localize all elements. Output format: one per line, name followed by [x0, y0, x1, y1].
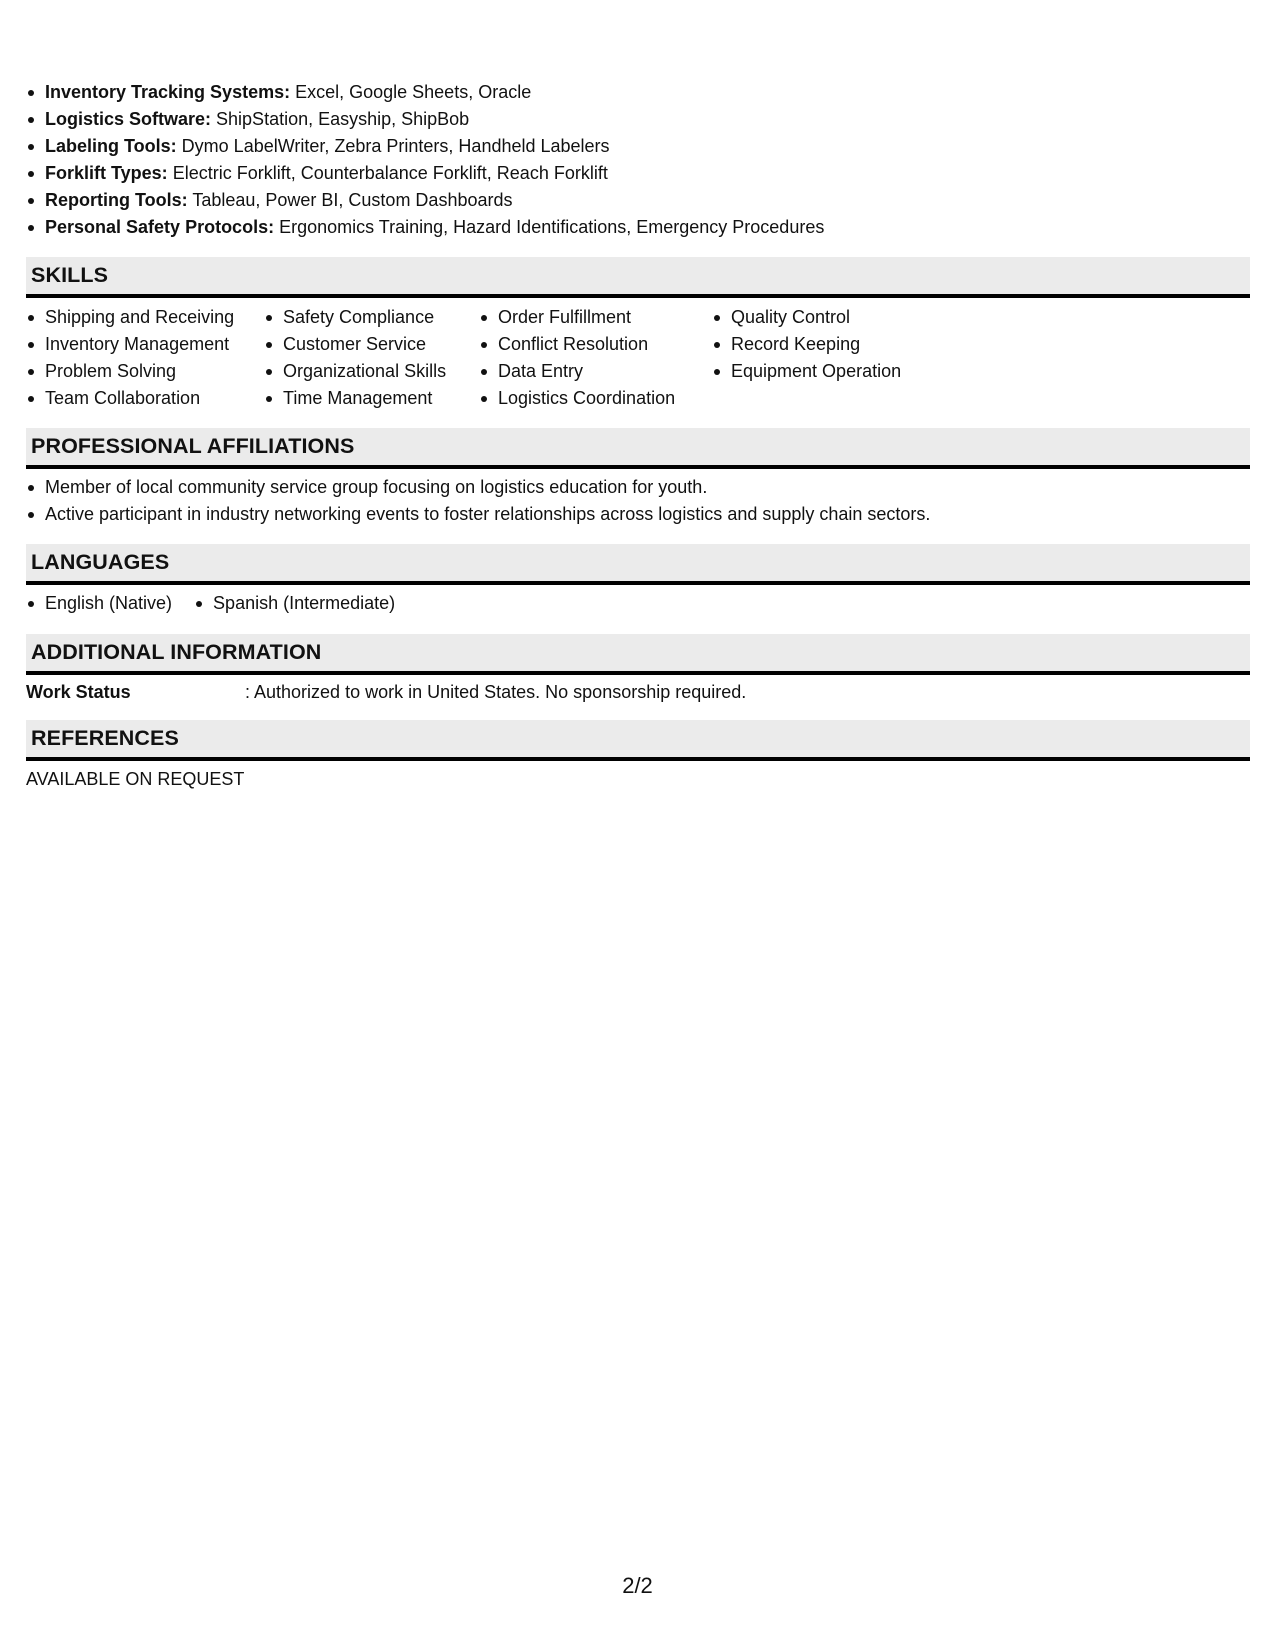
- additional-info-section-header: [26, 634, 1250, 675]
- affiliation-item: Member of local community service group focusing on logistics education for youth.: [26, 474, 930, 501]
- skill-item: Data Entry: [479, 358, 675, 385]
- skill-item: Organizational Skills: [264, 358, 446, 385]
- tools-item: [26, 79, 824, 106]
- tools-item-label: Inventory Tracking Systems:: [45, 82, 291, 102]
- references-text: AVAILABLE ON REQUEST: [26, 769, 245, 789]
- tools-item-label: Personal Safety Protocols:: [45, 217, 275, 237]
- tools-item-label: Logistics Software:: [45, 109, 212, 129]
- affiliations-section-header: [26, 428, 1250, 469]
- tools-item: [26, 187, 824, 214]
- tools-item-label: Forklift Types:: [45, 163, 168, 183]
- skills-section-header: [26, 257, 1250, 298]
- skill-item: Logistics Coordination: [479, 385, 675, 412]
- tools-item: [26, 160, 824, 187]
- skill-item: Safety Compliance: [264, 304, 446, 331]
- skill-item: Team Collaboration: [26, 385, 234, 412]
- skill-item: Customer Service: [264, 331, 446, 358]
- skills-heading: SKILLS: [31, 263, 109, 287]
- references-heading: REFERENCES: [31, 726, 179, 750]
- skill-item: Time Management: [264, 385, 446, 412]
- languages-heading: LANGUAGES: [31, 550, 170, 574]
- skill-item: Conflict Resolution: [479, 331, 675, 358]
- skills-column: [26, 304, 234, 412]
- tools-item: [26, 133, 824, 160]
- languages-section-header: [26, 544, 1250, 585]
- affiliations-heading: PROFESSIONAL AFFILIATIONS: [31, 434, 355, 458]
- tools-item: [26, 106, 824, 133]
- affiliations-list: [26, 474, 930, 528]
- tools-item-value: Dymo LabelWriter, Zebra Printers, Handheld Labelers: [176, 136, 610, 156]
- skill-item: Shipping and Receiving: [26, 304, 234, 331]
- tools-item-label: Labeling Tools:: [45, 136, 177, 156]
- page-number: 2/2: [622, 1573, 653, 1598]
- work-status-value: : Authorized to work in United States. No sponsorship required.: [245, 682, 747, 702]
- tools-item-label: Reporting Tools:: [45, 190, 188, 210]
- tools-item-value: Excel, Google Sheets, Oracle: [290, 82, 532, 102]
- tools-item-value: Ergonomics Training, Hazard Identifications, Emergency Procedures: [274, 217, 825, 237]
- tools-item: [26, 214, 824, 241]
- skill-item: Quality Control: [712, 304, 901, 331]
- language-item: English (Native): [26, 590, 172, 617]
- work-status-label: Work Status: [26, 682, 131, 702]
- tools-list: [26, 79, 824, 241]
- skill-item: Problem Solving: [26, 358, 234, 385]
- references-section-header: [26, 720, 1250, 761]
- tools-item-value: ShipStation, Easyship, ShipBob: [211, 109, 470, 129]
- language-item: Spanish (Intermediate): [194, 590, 395, 617]
- skills-column: [479, 304, 675, 412]
- affiliation-item: Active participant in industry networking events to foster relationships across logistics and supply chain sectors.: [26, 501, 930, 528]
- skills-column: [712, 304, 901, 385]
- additional-info-heading: ADDITIONAL INFORMATION: [31, 640, 322, 664]
- skill-item: Inventory Management: [26, 331, 234, 358]
- tools-item-value: Electric Forklift, Counterbalance Forklift, Reach Forklift: [167, 163, 608, 183]
- tools-item-value: Tableau, Power BI, Custom Dashboards: [187, 190, 513, 210]
- skills-column: [264, 304, 446, 412]
- languages-list: [26, 590, 417, 617]
- skill-item: Record Keeping: [712, 331, 901, 358]
- skill-item: Equipment Operation: [712, 358, 901, 385]
- skill-item: Order Fulfillment: [479, 304, 675, 331]
